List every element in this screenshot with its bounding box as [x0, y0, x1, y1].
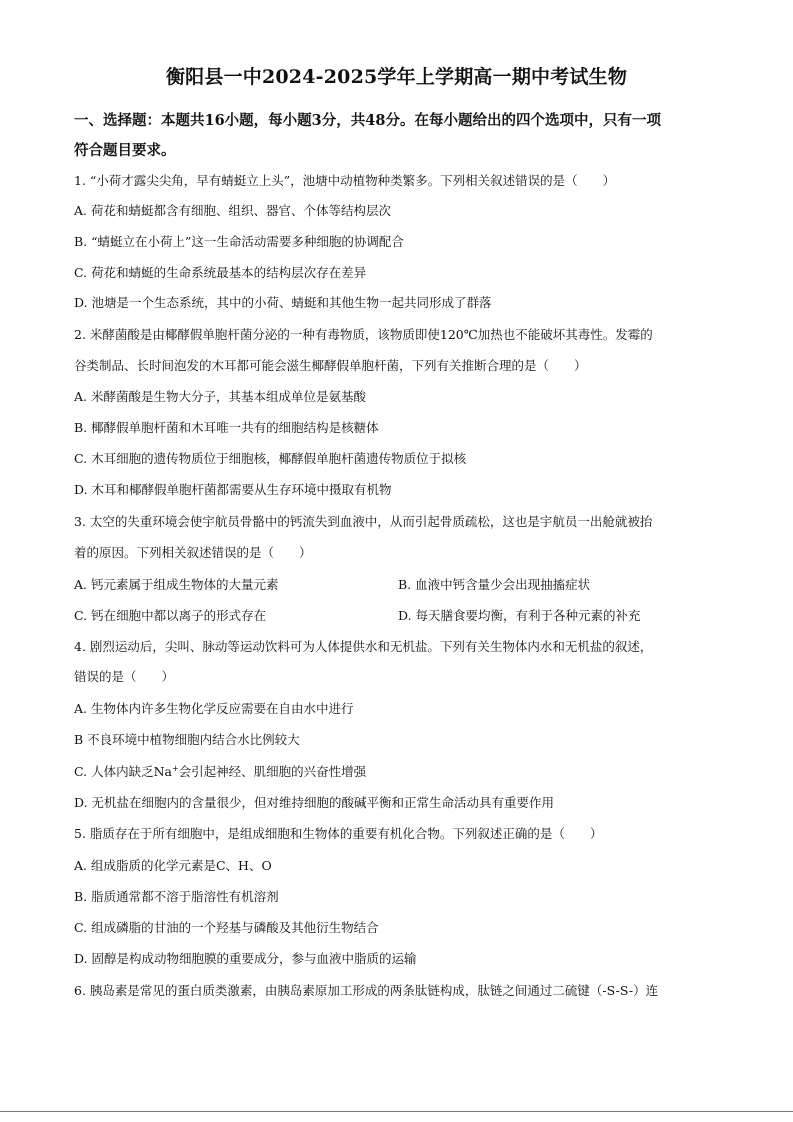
- q1-option-c: C. 荷花和蜻蜓的生命系统最基本的结构层次存在差异: [74, 265, 367, 280]
- section-heading: [74, 106, 734, 166]
- q4-option-c-post: 会引起神经、肌细胞的兴奋性增强: [178, 764, 367, 779]
- q4-option-b: B 不良环境中植物细胞内结合水比例较大: [74, 732, 300, 747]
- q2-stem-line-2: 谷类制品、长时间泡发的木耳都可能会滋生椰酵假单胞杆菌，下列有关推断合理的是（ ）: [74, 358, 587, 373]
- q4-option-c-superscript: +: [171, 763, 179, 773]
- q4-stem-line-1: 4. 剧烈运动后，尖叫、脉动等运动饮料可为人体提供水和无机盐。下列有关生物体内水和无机盐的叙述，: [74, 639, 653, 654]
- q1-stem: 1. “小荷才露尖尖角，早有蜻蜓立上头”，池塘中动植物种类繁多。下列相关叙述错误的是（ ）: [74, 173, 616, 188]
- q3-stem-line-1: 3. 太空的失重环境会使宇航员骨骼中的钙流失到血液中，从而引起骨质疏松，这也是宇航员一出舱就被抬: [74, 514, 653, 529]
- q2-option-a: A. 米酵菌酸是生物大分子，其基本组成单位是氨基酸: [74, 389, 366, 404]
- q3-option-b: B. 血液中钙含量少会出现抽搐症状: [398, 577, 591, 592]
- q5-option-d: D. 固醇是构成动物细胞膜的重要成分，参与血液中脂质的运输: [74, 951, 417, 966]
- q5-option-a: A. 组成脂质的化学元素是C、H、O: [74, 858, 272, 873]
- q2-stem-line-1: 2. 米酵菌酸是由椰酵假单胞杆菌分泌的一种有毒物质，该物质即使120℃加热也不能破坏其毒性。发霉的: [74, 327, 653, 342]
- q3-option-c: C. 钙在细胞中都以离子的形式存在: [74, 608, 267, 623]
- section-heading-line-1: 一、选择题：本题共16小题，每小题3分，共48分。在每小题给出的四个选项中，只有一项: [74, 112, 661, 129]
- q5-option-b: B. 脂质通常都不溶于脂溶性有机溶剂: [74, 889, 279, 904]
- q4-option-a: A. 生物体内许多生物化学反应需要在自由水中进行: [74, 701, 354, 716]
- q5-option-c: C. 组成磷脂的甘油的一个羟基与磷酸及其他衍生物结合: [74, 920, 379, 935]
- q2-option-d: D. 木耳和椰酵假单胞杆菌都需要从生存环境中摄取有机物: [74, 482, 392, 497]
- q4-option-d: D. 无机盐在细胞内的含量很少，但对维持细胞的酸碱平衡和正常生命活动具有重要作用: [74, 795, 555, 810]
- q3-stem-line-2: 着的原因。下列相关叙述错误的是（ ）: [74, 545, 312, 560]
- q2-option-c: C. 木耳细胞的遗传物质位于细胞核，椰酵假单胞杆菌遗传物质位于拟核: [74, 451, 467, 466]
- q3-option-a: A. 钙元素属于组成生物体的大量元素: [74, 577, 279, 592]
- section-heading-line-2: 符合题目要求。: [74, 142, 176, 159]
- q4-option-c-pre: C. 人体内缺乏Na: [74, 764, 172, 779]
- page-bottom-rule: [0, 1111, 793, 1112]
- q3-option-d: D. 每天膳食要均衡，有利于各种元素的补充: [398, 608, 641, 623]
- q6-stem-line-1: 6. 胰岛素是常见的蛋白质类激素，由胰岛素原加工形成的两条肽链构成，肽链之间通过二硫键（-S-S-）连: [74, 983, 659, 998]
- q1-option-a: A. 荷花和蜻蜓都含有细胞、组织、器官、个体等结构层次: [74, 203, 391, 218]
- q5-stem: 5. 脂质存在于所有细胞中，是组成细胞和生物体的重要有机化合物。下列叙述正确的是（ ）: [74, 826, 603, 841]
- q2-option-b: B. 椰酵假单胞杆菌和木耳唯一共有的细胞结构是核糖体: [74, 420, 379, 435]
- q4-stem-line-2: 错误的是（ ）: [74, 669, 175, 684]
- q1-option-b: B. “蜻蜓立在小荷上”这一生命活动需要多种细胞的协调配合: [74, 234, 404, 249]
- q4-option-c: [74, 763, 366, 781]
- q1-option-d: D. 池塘是一个生态系统，其中的小荷、蜻蜓和其他生物一起共同形成了群落: [74, 295, 492, 310]
- exam-title: 衡阳县一中2024-2025学年上学期高一期中考试生物: [165, 66, 628, 88]
